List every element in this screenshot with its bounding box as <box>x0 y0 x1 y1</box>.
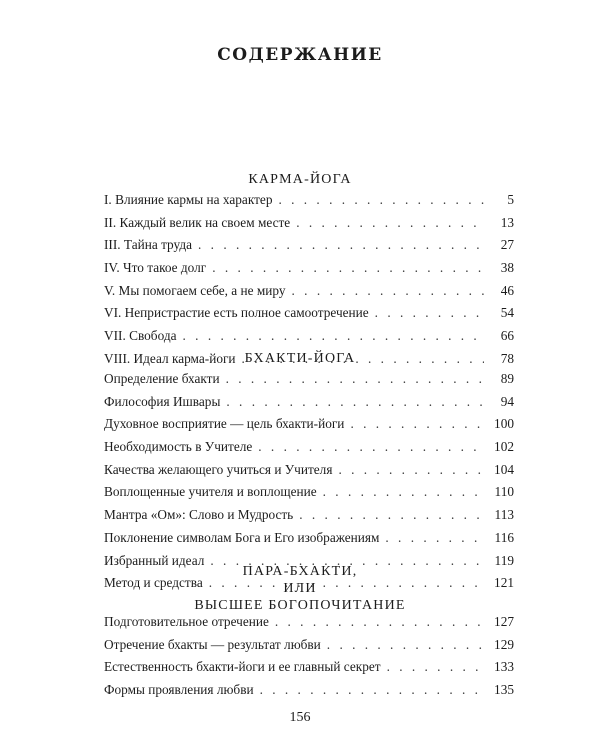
toc-leader-dots <box>275 614 484 630</box>
toc-entry-title: Философия Ишвары <box>104 393 221 409</box>
section-heading-bhakti-yoga <box>0 350 600 367</box>
section-heading-para-bhakti <box>0 563 600 614</box>
toc-leader-dots <box>338 462 484 478</box>
toc-entry-title: II. Каждый велик на своем месте <box>104 214 291 230</box>
toc-entry[interactable] <box>104 659 514 682</box>
toc-entry-page: 38 <box>500 260 514 276</box>
toc-entry[interactable] <box>104 260 514 283</box>
toc-leader-dots <box>258 439 484 455</box>
toc-list-para-bhakti <box>104 614 514 705</box>
toc-leader-dots <box>278 192 484 208</box>
toc-entry[interactable] <box>104 192 514 215</box>
toc-entry[interactable] <box>104 507 514 530</box>
toc-entry[interactable] <box>104 394 514 417</box>
toc-entry[interactable] <box>104 530 514 553</box>
toc-leader-dots <box>323 484 484 500</box>
toc-entry[interactable] <box>104 682 514 705</box>
toc-entry[interactable] <box>104 462 514 485</box>
toc-entry-title: VII. Свобода <box>104 328 177 344</box>
toc-entry-page: 133 <box>494 659 514 675</box>
toc-entry-page: 129 <box>494 636 514 652</box>
toc-entry-page: 100 <box>494 416 514 432</box>
toc-leader-dots <box>385 530 484 546</box>
toc-entry-page: 110 <box>494 484 514 500</box>
toc-entry-title: VI. Непристрастие есть полное самоотречение <box>104 305 369 321</box>
toc-entry-title: Формы проявления любви <box>104 682 254 698</box>
toc-leader-dots <box>299 507 484 523</box>
toc-entry-page: 78 <box>500 350 514 366</box>
toc-entry-title: Метод и средства <box>104 575 203 591</box>
toc-entry[interactable] <box>104 416 514 439</box>
toc-entry-title: IV. Что такое долг <box>104 260 207 276</box>
toc-entry-title: V. Мы помогаем себе, а не миру <box>104 282 286 298</box>
toc-entry[interactable] <box>104 328 514 351</box>
toc-entry[interactable] <box>104 484 514 507</box>
toc-entry-title: Подготовительное отречение <box>104 614 269 629</box>
toc-leader-dots <box>183 328 484 344</box>
toc-entry-page: 89 <box>500 371 514 386</box>
toc-leader-dots <box>387 659 484 675</box>
toc-entry-page: 94 <box>500 393 514 409</box>
toc-entry-title: Необходимость в Учителе <box>104 439 253 455</box>
toc-leader-dots <box>350 416 484 432</box>
toc-entry-page: 66 <box>500 328 514 344</box>
toc-entry-title: Качества желающего учиться и Учителя <box>104 461 333 477</box>
toc-entry[interactable] <box>104 305 514 328</box>
toc-entry-title: Духовное восприятие — цель бхакти-йоги <box>104 416 345 432</box>
toc-list-karma-yoga <box>104 192 514 374</box>
toc-entry-title: I. Влияние кармы на характер <box>104 192 273 207</box>
toc-entry[interactable] <box>104 439 514 462</box>
toc-entry-page: 5 <box>507 192 514 207</box>
toc-leader-dots <box>327 637 484 653</box>
toc-entry-page: 54 <box>500 305 514 321</box>
section-heading-karma-yoga <box>0 171 600 188</box>
toc-entry-title: Определение бхакти <box>104 371 220 386</box>
toc-entry-title: Поклонение символам Бога и Его изображениям <box>104 529 380 545</box>
toc-entry[interactable] <box>104 371 514 394</box>
section-heading-line: КАРМА-ЙОГА <box>248 172 352 187</box>
toc-entry-page: 102 <box>494 439 514 455</box>
toc-leader-dots <box>296 215 484 231</box>
toc-entry[interactable] <box>104 637 514 660</box>
toc-entry-page: 135 <box>494 682 514 698</box>
toc-entry-page: 119 <box>494 552 514 568</box>
toc-entry-page: 27 <box>500 237 514 253</box>
page-title: СОДЕРЖАНИЕ <box>217 45 383 65</box>
toc-leader-dots <box>226 394 484 410</box>
toc-entry[interactable] <box>104 215 514 238</box>
toc-leader-dots <box>375 305 484 321</box>
toc-leader-dots <box>260 682 484 698</box>
toc-entry[interactable] <box>104 614 514 637</box>
section-heading-line: ИЛИ <box>283 581 317 596</box>
toc-entry-page: 46 <box>500 282 514 298</box>
toc-entry-title: Воплощенные учителя и воплощение <box>104 484 317 500</box>
toc-entry-title: Естественность бхакти-йоги и ее главный секрет <box>104 659 381 675</box>
toc-entry-page: 121 <box>494 575 514 591</box>
page-number: 156 <box>289 710 311 725</box>
section-heading-line: ВЫСШЕЕ БОГОПОЧИТАНИЕ <box>194 598 406 613</box>
toc-entry-page: 113 <box>494 507 514 523</box>
toc-entry-title: Отречение бхакты — результат любви <box>104 636 321 652</box>
toc-entry-title: VIII. Идеал карма-йоги <box>104 350 236 366</box>
toc-entry-page: 104 <box>494 461 514 477</box>
section-heading-line: БХАКТИ-ЙОГА <box>244 351 356 366</box>
toc-leader-dots <box>198 237 484 253</box>
toc-leader-dots <box>226 371 484 387</box>
toc-entry[interactable] <box>104 237 514 260</box>
toc-entry-title: III. Тайна труда <box>104 237 193 253</box>
toc-entry-page: 13 <box>500 214 514 230</box>
toc-entry-page: 127 <box>494 614 514 629</box>
toc-entry[interactable] <box>104 283 514 306</box>
section-heading-line: ПАРА-БХАКТИ, <box>242 564 358 579</box>
toc-entry-title: Мантра «Ом»: Слово и Мудрость <box>104 507 294 523</box>
toc-leader-dots <box>212 260 484 276</box>
toc-entry-page: 116 <box>494 529 514 545</box>
toc-leader-dots <box>292 283 484 299</box>
toc-entry-title: Избранный идеал <box>104 552 205 568</box>
